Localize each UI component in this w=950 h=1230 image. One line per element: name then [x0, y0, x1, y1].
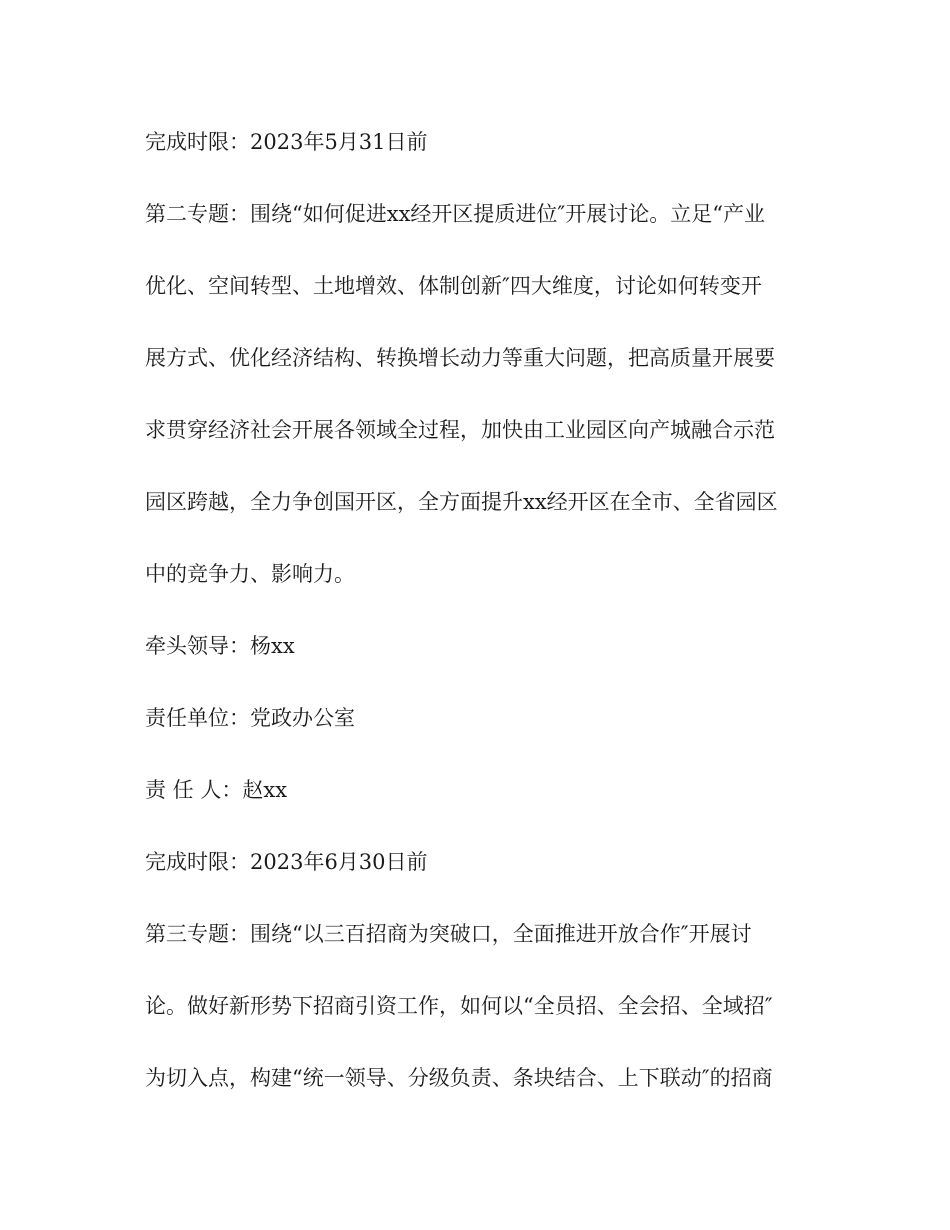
- document-body: [145, 122, 810, 1098]
- topic-2-line-1: 第二专题：围绕“如何促进xx经开区提质进位″开展讨论。立足“产业: [145, 202, 765, 226]
- deadline-line-1: 完成时限：2023年5月31日前: [145, 130, 428, 154]
- topic-2-line-2: 优化、空间转型、土地增效、体制创新″四大维度，讨论如何转变开: [145, 274, 762, 298]
- topic-3-line-2: 论。做好新形势下招商引资工作，如何以“全员招、全会招、全域招″: [145, 994, 773, 1018]
- topic-2-line-5: 园区跨越，全力争创国开区，全方面提升xx经开区在全市、全省园区: [145, 490, 778, 514]
- topic-3-line-1: 第三专题：围绕“以三百招商为突破口，全面推进开放合作″开展讨: [145, 922, 752, 946]
- responsible-person-line: 责 任 人：赵xx: [145, 778, 288, 802]
- responsible-unit-line: 责任单位：党政办公室: [145, 706, 355, 730]
- topic-2-line-6: 中的竞争力、影响力。: [145, 562, 355, 586]
- lead-leader-line: 牵头领导：杨xx: [145, 634, 295, 658]
- topic-3-line-3: 为切入点，构建“统一领导、分级负责、条块结合、上下联动″的招商: [145, 1066, 773, 1090]
- topic-2-line-4: 求贯穿经济社会开展各领域全过程，加快由工业园区向产城融合示范: [145, 418, 775, 442]
- deadline-line-2: 完成时限：2023年6月30日前: [145, 850, 428, 874]
- topic-2-line-3: 展方式、优化经济结构、转换增长动力等重大问题，把高质量开展要: [145, 346, 775, 370]
